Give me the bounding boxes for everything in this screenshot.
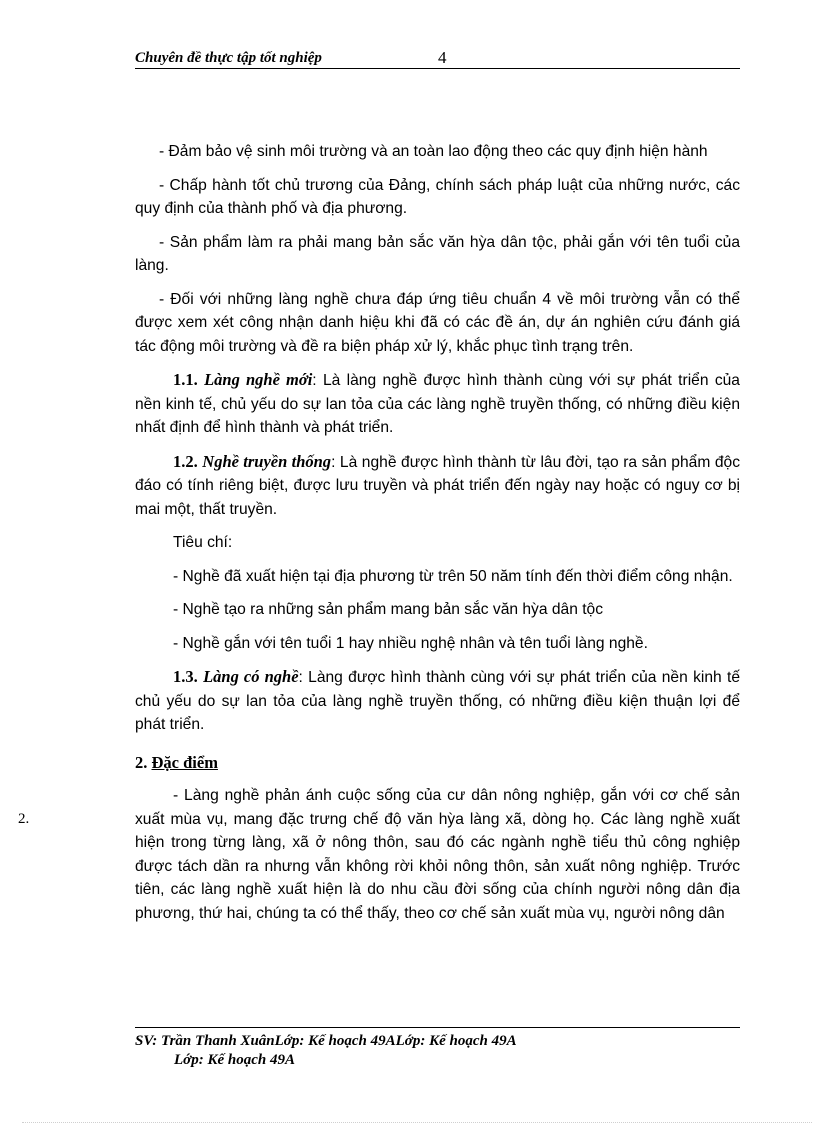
section-heading-characteristics — [135, 751, 740, 775]
definition-term: Làng nghề mới — [204, 370, 313, 389]
definition-term: Làng có nghề — [203, 667, 299, 686]
definition-number: 1.1. — [173, 370, 198, 389]
page-number: 4 — [438, 48, 447, 67]
definition-text: : Là nghề được hình thành từ lâu đời, tạo ra sản phẩm độc đáo có tính riêng biệt, được lưu truyền và phát triển đến ngày nay hoặc có nguy cơ bị mai một, thất truyền. — [135, 453, 740, 518]
document-title: Chuyên đề thực tập tốt nghiệp — [135, 50, 322, 66]
page-footer — [135, 1027, 740, 1070]
definition-new-craft-village — [135, 368, 740, 440]
definition-number: 1.2. — [173, 451, 198, 471]
paragraph-compliance: - Chấp hành tốt chủ trương của Đảng, chính sách pháp luật của những nước, các quy định của thành phố và địa phương. — [135, 176, 740, 217]
page-header — [135, 48, 740, 69]
section-title: Đặc điểm — [151, 752, 218, 772]
definition-text: : Làng được hình thành cùng với sự phát triển của nền kinh tế chủ yếu do sự lan tỏa của làng nghề truyền thống, có những điều kiện thuận lợi để phát triển. — [135, 669, 740, 733]
criteria-label: Tiêu chí: — [173, 534, 233, 551]
footer-student-line: SV: Trần Thanh XuânLớp: Kế hoạch 49ALớp: Kế hoạch 49A — [135, 1033, 517, 1049]
margin-section-number: 2. — [18, 811, 30, 827]
criteria-item: - Nghề gắn với tên tuổi 1 hay nhiều nghệ nhân và tên tuổi làng nghề. — [173, 634, 648, 652]
definition-traditional-craft — [135, 450, 740, 522]
paragraph-characteristics: - Làng nghề phản ánh cuộc sống của cư dân nông nghiệp, gắn với cơ chế sản xuất mùa vụ, mang đặc trưng chế độ văn hỳa làng xã, dòng họ. Các làng nghề xuất hiện trong từng làng, xã ở nông thôn, sau đó các ngành nghề tiểu thủ công nghiệp được tách dần ra nhưng vẫn không rời khỏi nông thôn, sản xuất nông nghiệp. Trước tiên, các làng nghề xuất hiện là do nhu cầu đời sống của chính người nông dân địa phương, thứ hai, chúng ta có thể thấy, theo cơ chế sản xuất mùa vụ, người nông dân — [135, 787, 740, 922]
definition-number: 1.3. — [173, 667, 198, 686]
paragraph-environment-standard: - Đối với những làng nghề chưa đáp ứng tiêu chuẩn 4 về môi trường vẫn có thể được xem xét công nhận danh hiệu khi đã có các đề án, dự án nghiên cứu đánh giá tác động môi trường và đề ra biện pháp xử lý, khắc phục tình trạng trên. — [135, 290, 740, 355]
definition-village-with-craft — [135, 665, 740, 737]
paragraph-cultural-identity: - Sản phẩm làm ra phải mang bản sắc văn hỳa dân tộc, phải gắn với tên tuổi của làng. — [135, 233, 740, 274]
paragraph-sanitation: - Đảm bảo vệ sinh môi trường và an toàn lao động theo các quy định hiện hành — [159, 143, 708, 160]
criteria-item: - Nghề đã xuất hiện tại địa phương từ trên 50 năm tính đến thời điểm công nhận. — [173, 567, 733, 585]
section-number: 2. — [135, 752, 148, 772]
criteria-item: - Nghề tạo ra những sản phẩm mang bản sắc văn hỳa dân tộc — [173, 601, 604, 618]
footer-class-line: Lớp: Kế hoạch 49A — [174, 1052, 295, 1068]
definition-term: Nghề truyền thống — [202, 451, 332, 471]
document-body — [135, 140, 740, 935]
definition-text: : Là làng nghề được hình thành cùng với sự phát triển của nền kinh tế, chủ yếu do sự lan tỏa của các làng nghề truyền thống, có những điều kiện nhất định để hình thành và phát triển. — [135, 372, 740, 436]
